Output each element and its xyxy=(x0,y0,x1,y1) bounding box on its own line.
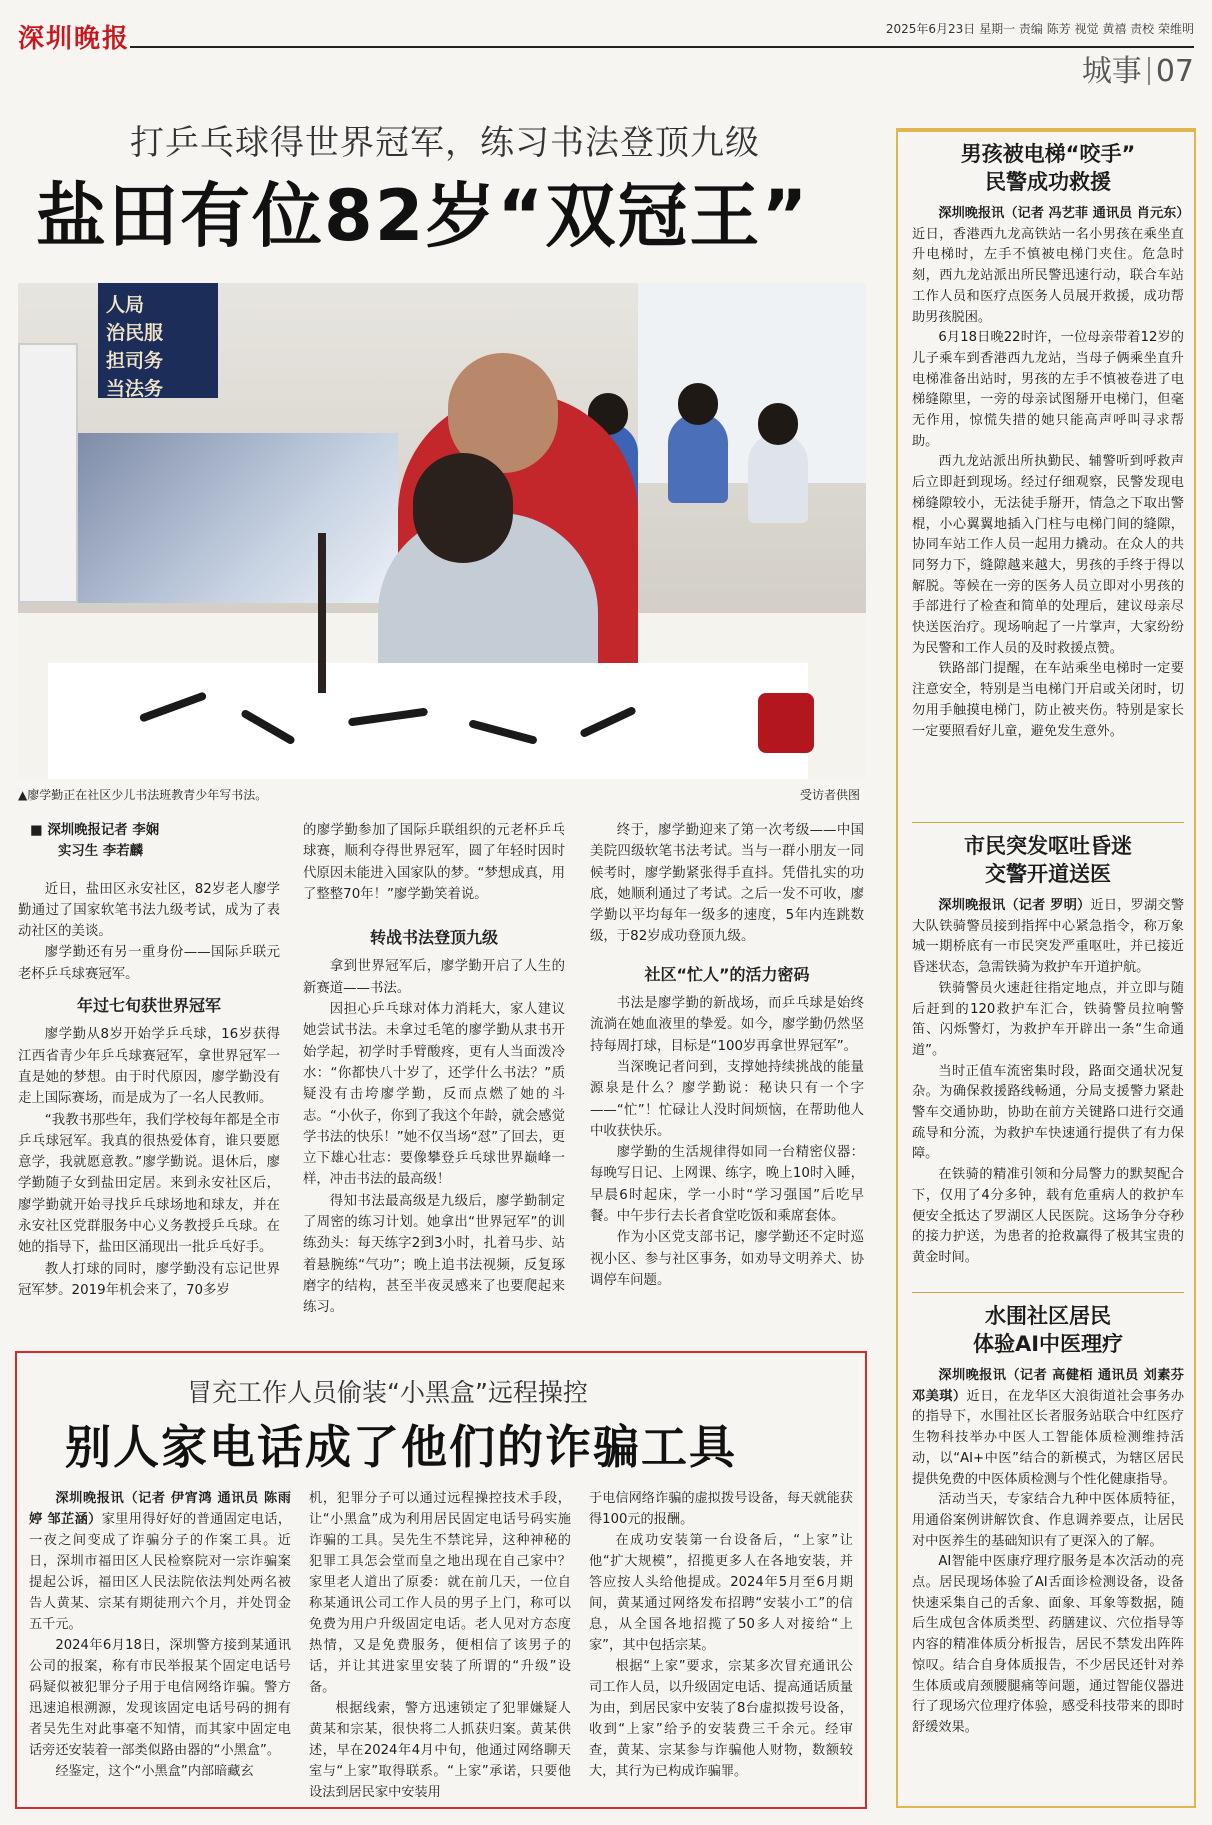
fraud-story-column-3 xyxy=(589,1488,853,1782)
paragraph: 教人打球的同时，廖学勤没有忘记世界冠军梦。2019年机会来了，70多岁 xyxy=(18,1261,280,1298)
paragraph: 机，犯罪分子可以通过远程操控技术手段，让“小黑盒”成为利用居民固定电话号码实施诈骗的工具。吴先生不禁诧异，这种神秘的犯罪工具怎会堂而皇之地出现在自己家中？家里老人道出了原委：就在前几天，一位自称某通讯公司工作人员的男子上门，称可以免费为用户升级固定电话。老人见对方态度热情，又是免费服务，便相信了该男子的话，并让其进家里安装了所谓的“升级”设备。 xyxy=(309,1491,571,1695)
photo-calligraphy-paper xyxy=(48,663,808,779)
paragraph: 深圳晚报讯（记者 罗明）近日，罗湖交警大队铁骑警员接到指挥中心紧急指令，称万象城一期桥底有一市民突发严重呕吐，并已接近昏迷状态，急需铁骑为救护车开道护航。 xyxy=(912,898,1185,976)
sidebar-story-title: 男孩被电梯“咬手” 民警成功救援 xyxy=(960,142,1136,194)
sidebar-story-elevator xyxy=(912,140,1190,742)
main-story-kicker: 打乒乓球得世界冠军，练习书法登顶九级 xyxy=(130,123,760,163)
fraud-story-kicker: 冒充工作人员偷装“小黑盒”远程操控 xyxy=(187,1378,588,1407)
paragraph: 廖学勤的生活规律得如同一台精密仪器：每晚写日记、上网课、练字，晚上10时入睡，早晨6时起床，学一小时“学习强国”后吃早餐。中午步行去长者食堂吃饭和乘席套体。 xyxy=(590,1145,864,1225)
page-number: 07 xyxy=(1155,54,1194,89)
paragraph: 于电信网络诈骗的虚拟拨号设备，每天就能获得100元的报酬。 xyxy=(589,1491,853,1527)
paragraph: 当时正值车流密集时段，路面交通状况复杂。为确保救援路线畅通，分局支援警力紧赴警车交通协助，协助在前方关键路口进行交通疏导和分流，为救护车快速通行提供了有力保障。 xyxy=(912,1063,1184,1162)
masthead xyxy=(18,18,1194,54)
paragraph: 根据线索，警方迅速锁定了犯罪嫌疑人黄某和宗某，很快将二人抓获归案。黄某供述，早在2024年4月中旬，他通过网络聊天室与“上家”取得联系。“上家”承诺，只要他设法到居民家中安装用 xyxy=(309,1701,571,1800)
photo-sign-line: 人局 xyxy=(106,294,145,316)
sidebar-story-body xyxy=(912,896,1184,1269)
paragraph: 作为小区党支部书记，廖学勤还不定时巡视小区、参与社区事务，如劝导文明养犬、协调停车问题。 xyxy=(590,1230,864,1288)
paragraph: 西九龙站派出所执勤民、辅警听到呼救声后立即赶到现场。经过仔细观察，民警发现电梯缝隙较小，无法徒手掰开，情急之下取出警棍，小心翼翼地插入门柱与电梯门间的缝隙，协同车站工作人员一起用力撬动。在众人的共同努力下，缝隙越来越大，男孩的手终于得以解脱。等候在一旁的医务人员立即对小男孩的手部进行了检查和简单的处理后，建议母亲尽快送医治疗。现场响起了一片掌声，大家纷纷为民警和工作人员的及时救援点赞。 xyxy=(912,454,1184,656)
paragraph: 得知书法最高级是九级后，廖学勤制定了周密的练习计划。她拿出“世界冠军”的训练劲头：每天练字2到3小时，扎着马步、站着悬腕练“气功”；晚上追书法视频，反复琢磨字的结构，甚至半夜灵感来了也要爬起来练习。 xyxy=(303,1193,565,1316)
paragraph: 活动当天，专家结合九种中医体质特征，用通俗案例讲解饮食、作息调养要点，让居民对中医养生的基础知识有了更深入的了解。 xyxy=(912,1492,1184,1549)
photo-sign-line: 当法务 xyxy=(106,378,164,400)
photo-credit: 受访者供图 xyxy=(799,788,860,802)
sidebar-story-ai-tcm xyxy=(912,1302,1184,1739)
sidebar-story-body xyxy=(912,1366,1184,1739)
paragraph: 近日，盐田区永安社区，82岁老人廖学勤通过了国家软笔书法九级考试，成为了表动社区的美谈。 xyxy=(18,881,280,940)
paragraph: 因担心乒乓球对体力消耗大，家人建议她尝试书法。未拿过毛笔的廖学勤从隶书开始学起，初学时手臂酸疼，更有人当面泼冷水：“你都快八十岁了，还学什么书法？”质疑没有击垮廖学勤，反而点燃了她的斗志。“小伙子，你到了我这个年龄，就会感觉学书法的快乐！”她不仅当场“怼”了回去，更立下雄心壮志：要像攀登乒乓球世界巅峰一样，冲击书法的最高级！ xyxy=(303,1002,565,1188)
photo-caption xyxy=(18,786,866,803)
main-story-headline: 盐田有位82岁“双冠王” xyxy=(36,175,810,257)
paragraph: 拿到世界冠军后，廖学勤开启了人生的新赛道——书法。 xyxy=(303,959,565,996)
paragraph: 2024年6月18日，深圳警方接到某通讯公司的报案，称有市民举报某个固定电话号码疑似被犯罪分子用于电信网络诈骗。警方迅速追根溯源，发现该固定电话号码的拥有者吴先生对此事毫不知情，而其家中固定电话旁还安装着一部类似路由器的“小黑盒”。 xyxy=(29,1638,291,1758)
paragraph: 的廖学勤参加了国际乒联组织的元老杯乒乓球赛，顺利夺得世界冠军，圆了年轻时因时代原因未能进入国家队的梦。“梦想成真，用了整整70年！”廖学勤笑着说。 xyxy=(303,823,565,902)
section-divider xyxy=(1148,57,1150,85)
sidebar-lead: 深圳晚报讯（记者 高健栢 通讯员 刘素芬 邓美琪） xyxy=(912,1368,1184,1404)
sidebar-divider xyxy=(912,822,1184,823)
byline-line: 实习生 李若麟 xyxy=(58,844,144,860)
paragraph: 深圳晚报讯（记者 冯艺菲 通讯员 肖元东）近日，香港西九龙高铁站一名小男孩在乘坐直升电梯时，左手不慎被电梯门夹住。危急时刻，西九龙站派出所民警迅速行动，联合车站工作人员和医疗点医务人员展开救援，成功帮助男孩脱困。 xyxy=(912,206,1190,325)
fraud-byline: 深圳晚报讯（记者 伊宵鸿 通讯员 陈雨婷 邹芷涵） xyxy=(29,1491,291,1527)
fraud-story-headline: 别人家电话成了他们的诈骗工具 xyxy=(65,1420,737,1474)
photo-ink-pot xyxy=(758,693,814,753)
photo-boy-head xyxy=(413,453,513,563)
photo-student-head xyxy=(758,403,798,445)
photo-sign xyxy=(98,283,218,398)
paragraph: 经鉴定，这个“小黑盒”内部暗藏玄 xyxy=(55,1764,254,1779)
fraud-story-column-1 xyxy=(29,1488,291,1782)
photo-board xyxy=(18,343,78,603)
paragraph: 铁路部门提醒，在车站乘坐电梯时一定要注意安全，特别是当电梯门开启或关闭时，切勿用手触摸电梯门，防止被夹伤。特别是家长一定要照看好儿童，避免发生意外。 xyxy=(912,661,1184,739)
paragraph: 根据“上家”要求，宗某多次冒充通讯公司工作人员，以升级固定电话、提高通话质量为由，到居民家中安装了8台虚拟拨号设备，收到“上家”给予的安装费三千余元。经审查，黄某、宗某参与诈骗他人财物，数额较大，其行为已构成诈骗罪。 xyxy=(589,1659,853,1779)
paragraph: 铁骑警员火速赶往指定地点，并立即与随后赶到的120救护车汇合，铁骑警员拉响警笛、闪烁警灯，为救护车开辟出一条“生命通道”。 xyxy=(912,980,1184,1058)
photo-sign-line: 治民服 xyxy=(106,322,164,344)
main-story-column-1 xyxy=(18,820,280,1301)
fraud-story-box xyxy=(15,1351,867,1809)
sidebar-story-title: 水围社区居民 体验AI中医理疗 xyxy=(972,1304,1124,1356)
dateline: 2025年6月23日 星期一 责编 陈芳 视觉 黄禧 责校 荣维明 xyxy=(885,22,1194,36)
paragraph: 廖学勤从8岁开始学乒乓球，16岁获得江西省青少年乒乓球赛冠军，拿世界冠军一直是她的梦想。由于时代原因，廖学勤没有走上国际赛场，而是成为了一名人民教师。 xyxy=(18,1027,280,1107)
photo-student-head xyxy=(678,383,718,425)
paragraph: AI智能中医康疗理疗服务是本次活动的亮点。居民现场体验了AI舌面诊检测设备，设备快速采集自己的舌象、面象、耳象等数据，随后生成包含体质类型、药膳建议、穴位指导等内容的精准体质分析报告，居民不禁发出阵阵惊叹。结合自身体质报告，不少居民还针对养生体质或肩颈腰腿痛等问题，通过智能仪器进行了现场穴位理疗体验，感受科技带来的即时舒缓效果。 xyxy=(912,1554,1184,1735)
paragraph: “我教书那些年，我们学校每年都是全市乒乓球冠军。我真的很热爱体育，谁只要愿意学，我就愿意教。”廖学勤说。退休后，廖学勤随子女到盐田定居。来到永安社区后，廖学勤就开始寻找乒乓球场地和球友，并在永安社区党群服务中心义务教授乒乓球。在她的指导下，盐田区涌现出一批乒乓好手。 xyxy=(18,1112,280,1256)
paragraph: 6月18日晚22时许，一位母亲带着12岁的儿子乘车到香港西九龙站，当母子俩乘坐直升电梯准备出站时，男孩的左手不慎被卷进了电梯缝隙里，一旁的母亲试图掰开电梯门，但毫无作用，惊慌失措的她只能高声呼叫寻求帮助。 xyxy=(912,330,1184,449)
masthead-rule xyxy=(130,46,1194,48)
paragraph: 廖学勤还有另一重身份——国际乒联元老杯乒乓球赛冠军。 xyxy=(18,945,280,982)
news-sidebar xyxy=(896,128,1196,1808)
photo-sign-line: 担司务 xyxy=(106,350,164,372)
paragraph: 书法是廖学勤的新战场，而乒乓球是始终流淌在她血液里的挚爱。如今，廖学勤仍然坚持每周打球，目标是“100岁再拿世界冠军”。 xyxy=(590,996,864,1054)
subheading: 年过七旬获世界冠军 xyxy=(76,996,221,1016)
main-story-column-3 xyxy=(590,820,864,1291)
caption-text: ▲廖学勤正在社区少儿书法班教青少年写书法。 xyxy=(18,788,268,802)
paragraph: 深圳晚报讯（记者 高健栢 通讯员 刘素芬 邓美琪）近日，在龙华区大浪街道社会事务办的指导下，水围社区长者服务站联合中红医疗生物科技举办中医人工智能体质检测维持活动，以“AI+中医”结合的新模式，为辖区居民提供免费的中医体质检测与个性化健康指导。 xyxy=(912,1368,1185,1487)
sidebar-divider xyxy=(912,1292,1184,1293)
main-story-column-2 xyxy=(303,820,565,1319)
paragraph: 当深晚记者问到，支撑她持续挑战的能量源泉是什么？廖学勤说：秘诀只有一个字——“忙”！忙碌让人没时间烦恼，在帮助他人中收获快乐。 xyxy=(590,1059,864,1139)
byline-line: ■ 深圳晚报记者 李娴 xyxy=(30,823,160,838)
photo-student xyxy=(668,413,728,503)
paragraph: 在成功安装第一台设备后，“上家”让他“扩大规模”，招揽更多人在各地安装，并答应按人头给他提成。2024年5月至6月期间，黄某通过网络发布招聘“安装小工”的信息，从全国各地招揽了50多人对接给“上家”，其中包括宗某。 xyxy=(589,1533,853,1653)
subheading: 转战书法登顶九级 xyxy=(369,928,498,948)
photo-student xyxy=(748,433,808,523)
sidebar-story-body xyxy=(912,204,1190,742)
photo-banner xyxy=(78,433,398,603)
paragraph: 深圳晚报讯（记者 伊宵鸿 通讯员 陈雨婷 邹芷涵）家里用得好好的普通固定电话，一夜之间变成了诈骗分子的作案工具。近日，深圳市福田区人民检察院对一宗诈骗案提起公诉，福田区人民法院依法判处两名被告人黄某、宗某有期徒刑六个月，并处罚金五千元。 xyxy=(29,1491,292,1632)
photo-brush xyxy=(318,533,326,693)
section-name: 城事 xyxy=(1081,54,1142,89)
section-label xyxy=(1082,46,1194,90)
fraud-story-column-2 xyxy=(309,1488,571,1803)
paragraph: 终于，廖学勤迎来了第一次考级——中国美院四级软笔书法考试。当与一群小朋友一同候考时，廖学勤紧张得手直抖。凭借扎实的功底，她顺利通过了考试。之后一发不可收，廖学勤以平均每年一级多的速度，5年内连跳数级，于82岁成功登顶九级。 xyxy=(590,823,864,945)
subheading: 社区“忙人”的活力密码 xyxy=(644,964,810,984)
sidebar-lead: 深圳晚报讯（记者 冯艺菲 通讯员 肖元东） xyxy=(938,206,1190,221)
main-story-photo xyxy=(18,283,866,779)
newspaper-logo: 深圳晚报 xyxy=(18,24,131,54)
sidebar-story-traffic-police xyxy=(912,832,1184,1269)
sidebar-lead: 深圳晚报讯（记者 罗明） xyxy=(938,898,1091,913)
sidebar-story-title: 市民突发呕吐昏迷 交警开道送医 xyxy=(964,834,1132,886)
paragraph: 在铁骑的精准引领和分局警力的默契配合下，仅用了4分多钟，载有危重病人的救护车便安全抵达了罗湖区人民医院。这场争分夺秒的接力护送，为患者的抢救赢得了极其宝贵的黄金时间。 xyxy=(912,1167,1184,1265)
